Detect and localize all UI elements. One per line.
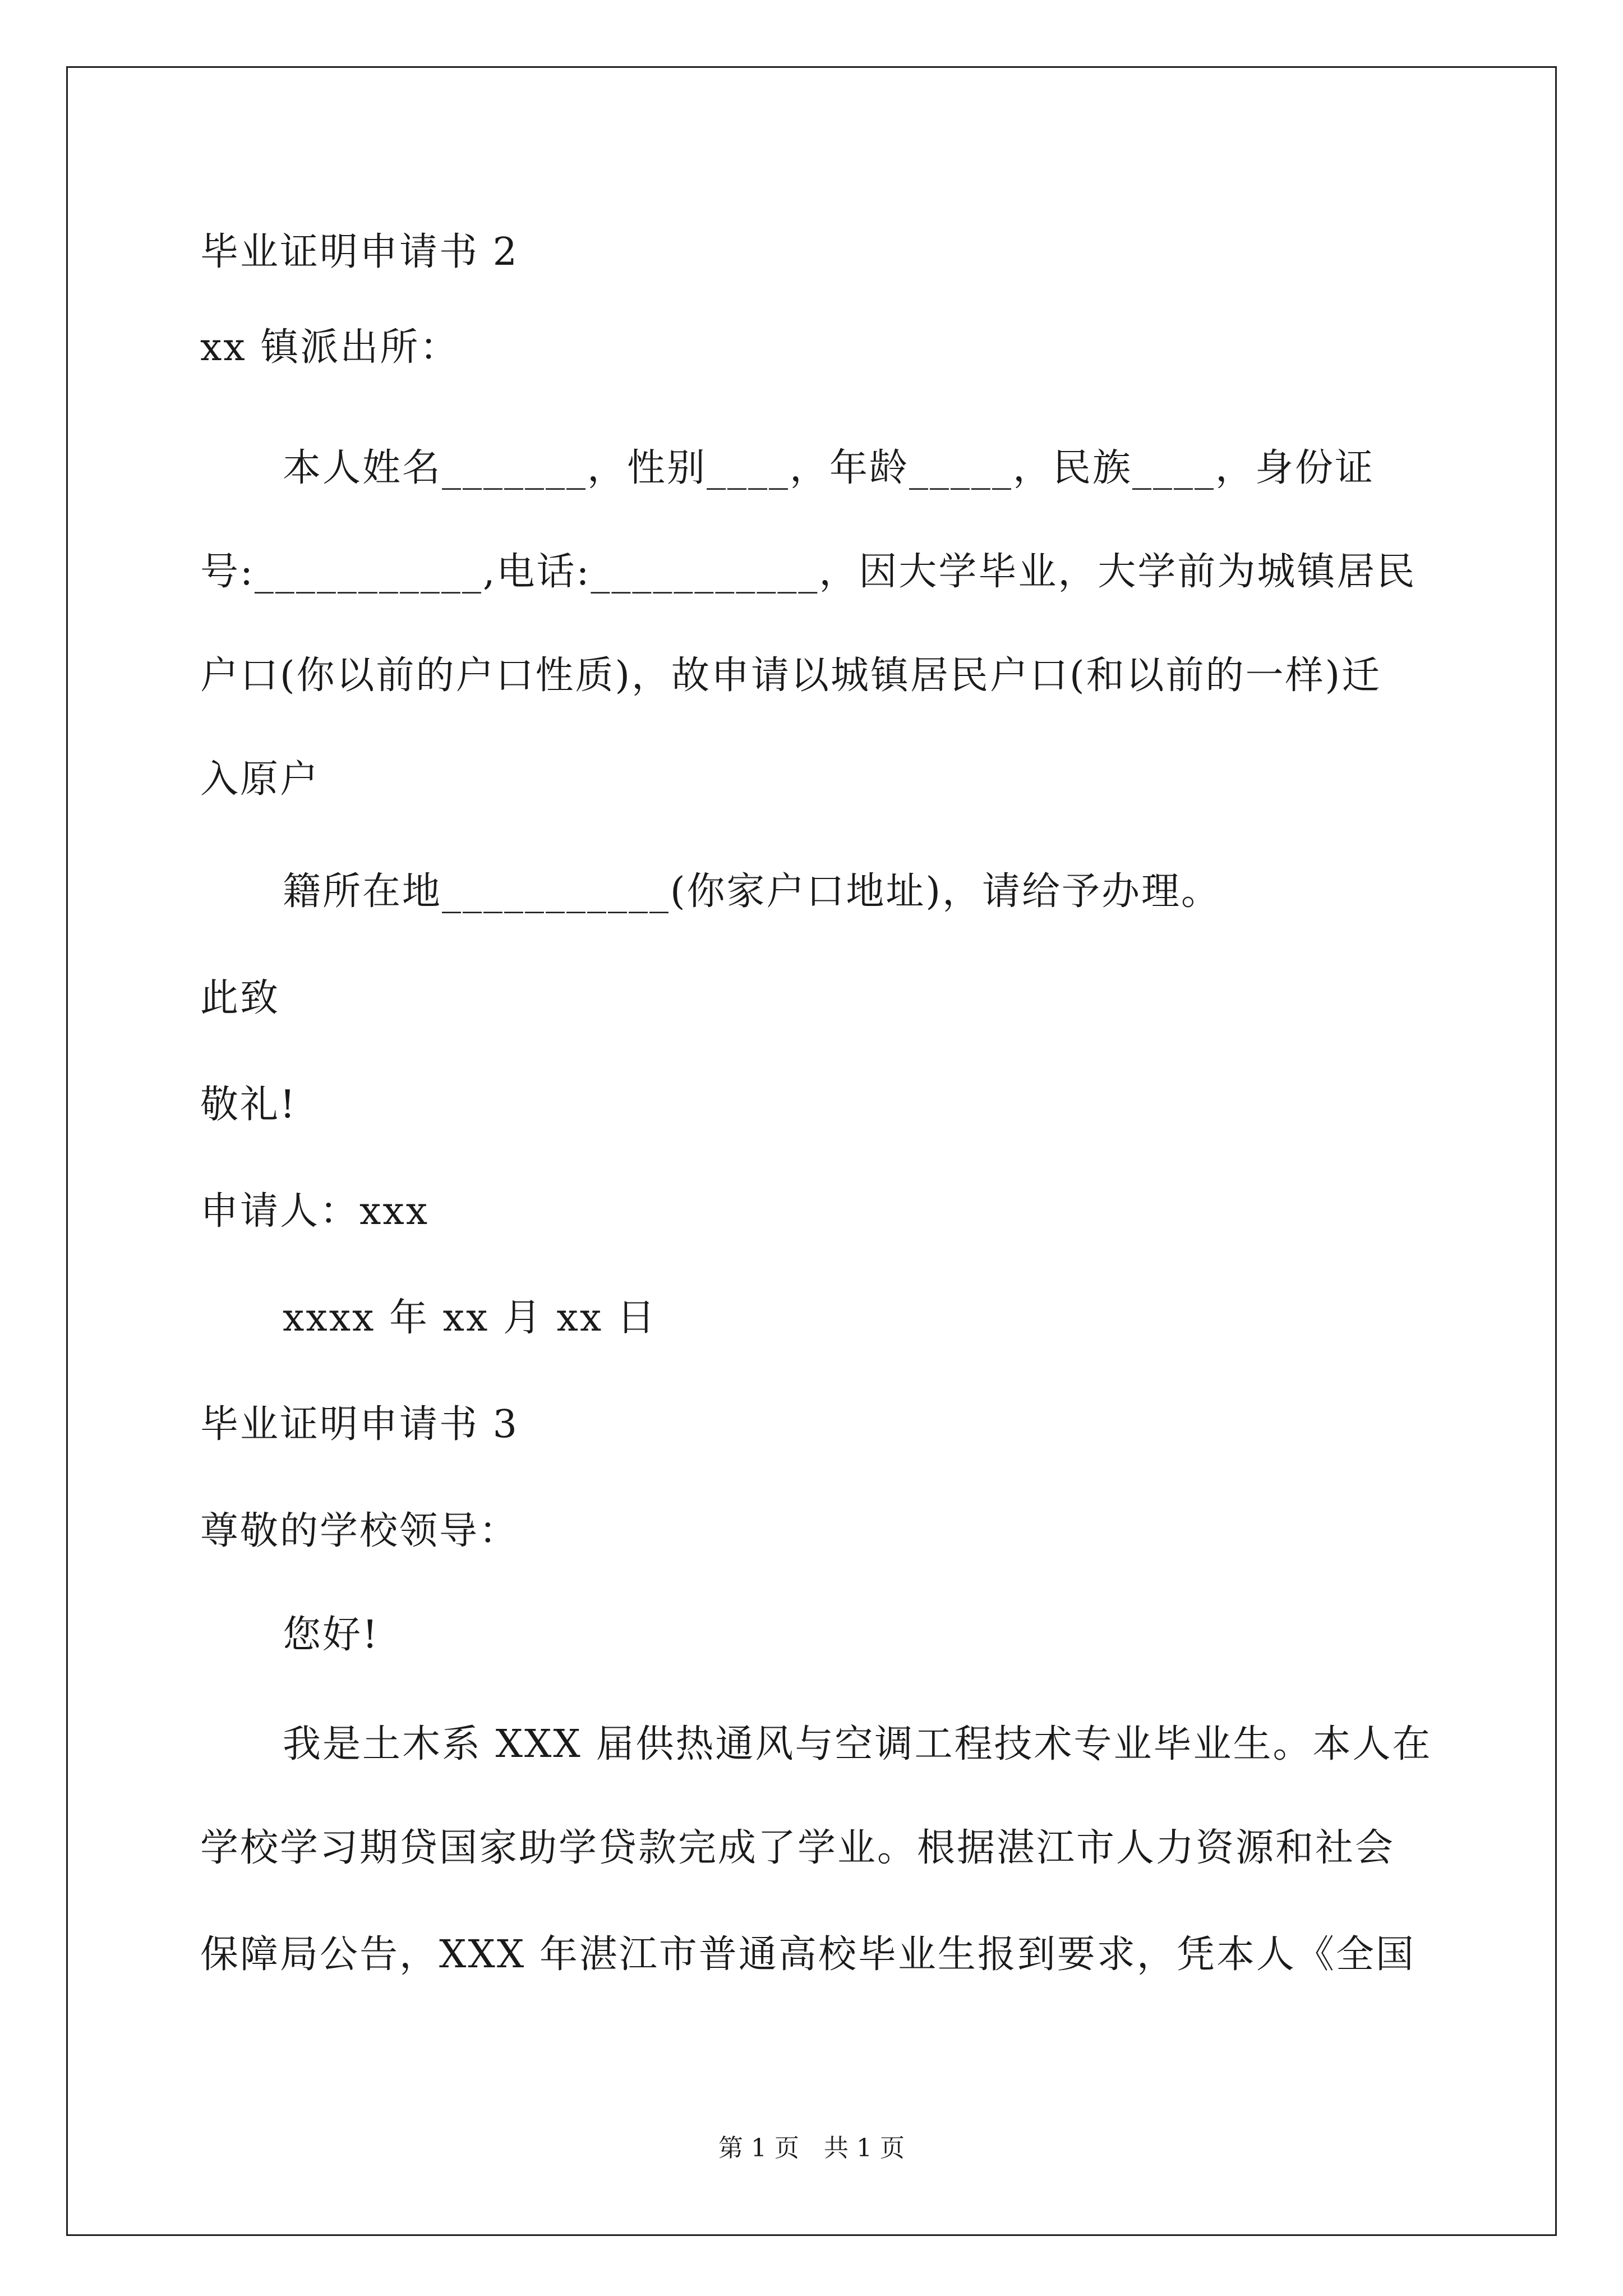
page-footer: 第 1 页 共 1 页 (718, 2134, 905, 2162)
body-paragraph-line: 入原户 (200, 757, 320, 802)
body-paragraph-line: 籍所在地___________(你家户口地址)，请给予办理。 (283, 869, 1221, 914)
body-paragraph-line: 我是土木系 XXX 届供热通风与空调工程技术专业毕业生。本人在 (283, 1722, 1432, 1766)
section-title-3: 毕业证明申请书 3 (200, 1402, 519, 1447)
body-paragraph-line: 本人姓名_______，性别____，年龄_____，民族____，身份证 (283, 446, 1375, 490)
section-title-2: 毕业证明申请书 2 (200, 230, 519, 274)
body-paragraph-line: 号:___________,电话:___________，因大学毕业，大学前为城镇居民 (200, 550, 1417, 594)
body-paragraph-line: 学校学习期贷国家助学贷款完成了学业。根据湛江市人力资源和社会 (200, 1826, 1395, 1870)
closing-line: 敬礼! (200, 1083, 297, 1127)
date-line: xxxx 年 xx 月 xx 日 (283, 1296, 657, 1340)
body-paragraph-line: 保障局公告，XXX 年湛江市普通高校毕业生报到要求，凭本人《全国 (200, 1932, 1415, 1977)
addressee-line: 尊敬的学校领导： (200, 1509, 519, 1553)
applicant-line: 申请人：xxx (200, 1189, 430, 1234)
page-border (66, 66, 1557, 2236)
greeting-line: 您好! (283, 1613, 380, 1657)
body-paragraph-line: 户口(你以前的户口性质)，故申请以城镇居民户口(和以前的一样)迁 (200, 654, 1382, 698)
closing-line: 此致 (200, 976, 280, 1020)
addressee-line: xx 镇派出所： (200, 325, 460, 370)
